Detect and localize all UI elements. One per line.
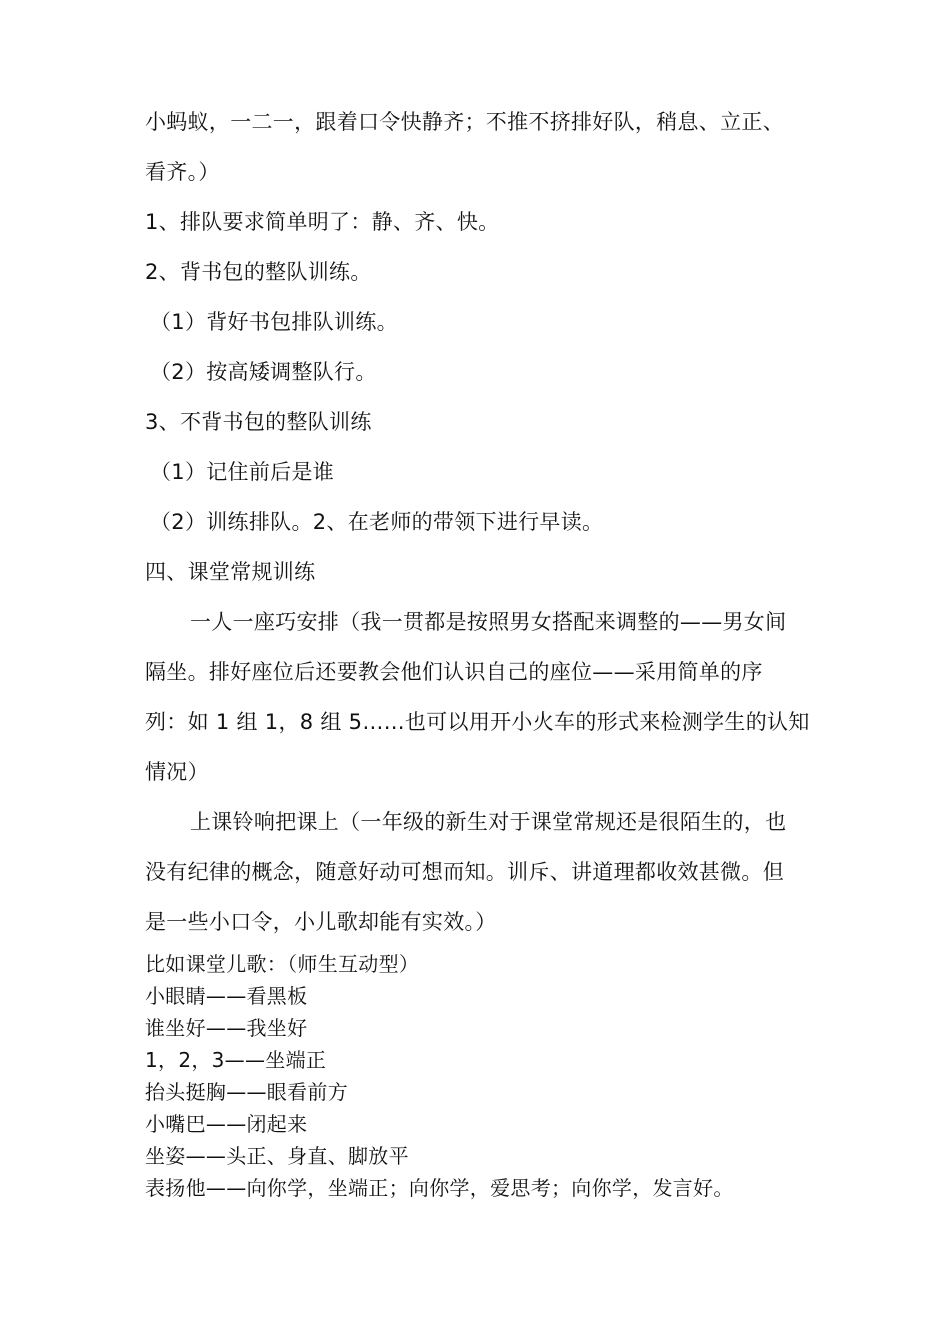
list-item: 3、不背书包的整队训练 (145, 410, 372, 434)
rhyme-line: 谁坐好——我坐好 (145, 1016, 308, 1040)
sub-list-item: （1）背好书包排队训练。 (150, 310, 398, 334)
rhyme-line: 抬头挺胸——眼看前方 (145, 1080, 348, 1104)
sub-list-item: （2）训练排队。2、在老师的带领下进行早读。 (150, 510, 604, 534)
paragraph-line: 列：如 1 组 1，8 组 5……也可以用开小火车的形式来检测学生的认知 (145, 710, 810, 734)
paragraph-line: 没有纪律的概念，随意好动可想而知。训斥、讲道理都收效甚微。但 (145, 860, 784, 884)
list-item: 1、排队要求简单明了：静、齐、快。 (145, 210, 500, 234)
paragraph-line: 上课铃响把课上（一年级的新生对于课堂常规还是很陌生的，也 (190, 810, 787, 834)
section-heading: 四、课堂常规训练 (145, 560, 316, 584)
paragraph-line: 隔坐。排好座位后还要教会他们认识自己的座位——采用简单的序 (145, 660, 763, 684)
rhyme-line: 小嘴巴——闭起来 (145, 1112, 308, 1136)
paragraph-line: 是一些小口令，小儿歌却能有实效。） (145, 910, 497, 934)
paragraph-line: 情况） (145, 760, 209, 784)
sub-list-item: （1）记住前后是谁 (150, 460, 335, 484)
rhyme-line: 坐姿——头正、身直、脚放平 (145, 1144, 409, 1168)
rhyme-line: 小眼睛——看黑板 (145, 984, 308, 1008)
paragraph-line: 一人一座巧安排（我一贯都是按照男女搭配来调整的——男女间 (190, 610, 787, 634)
paragraph-line: 看齐。） (145, 160, 220, 184)
list-item: 2、背书包的整队训练。 (145, 260, 372, 284)
rhyme-line: 表扬他——向你学，坐端正；向你学，爱思考；向你学，发言好。 (145, 1176, 734, 1200)
sub-list-item: （2）按高矮调整队行。 (150, 360, 377, 384)
rhyme-intro: 比如课堂儿歌：（师生互动型） (145, 952, 420, 976)
paragraph-line: 小蚂蚁，一二一，跟着口令快静齐；不推不挤排好队，稍息、立正、 (145, 110, 784, 134)
rhyme-line: 1，2，3——坐端正 (145, 1048, 327, 1072)
